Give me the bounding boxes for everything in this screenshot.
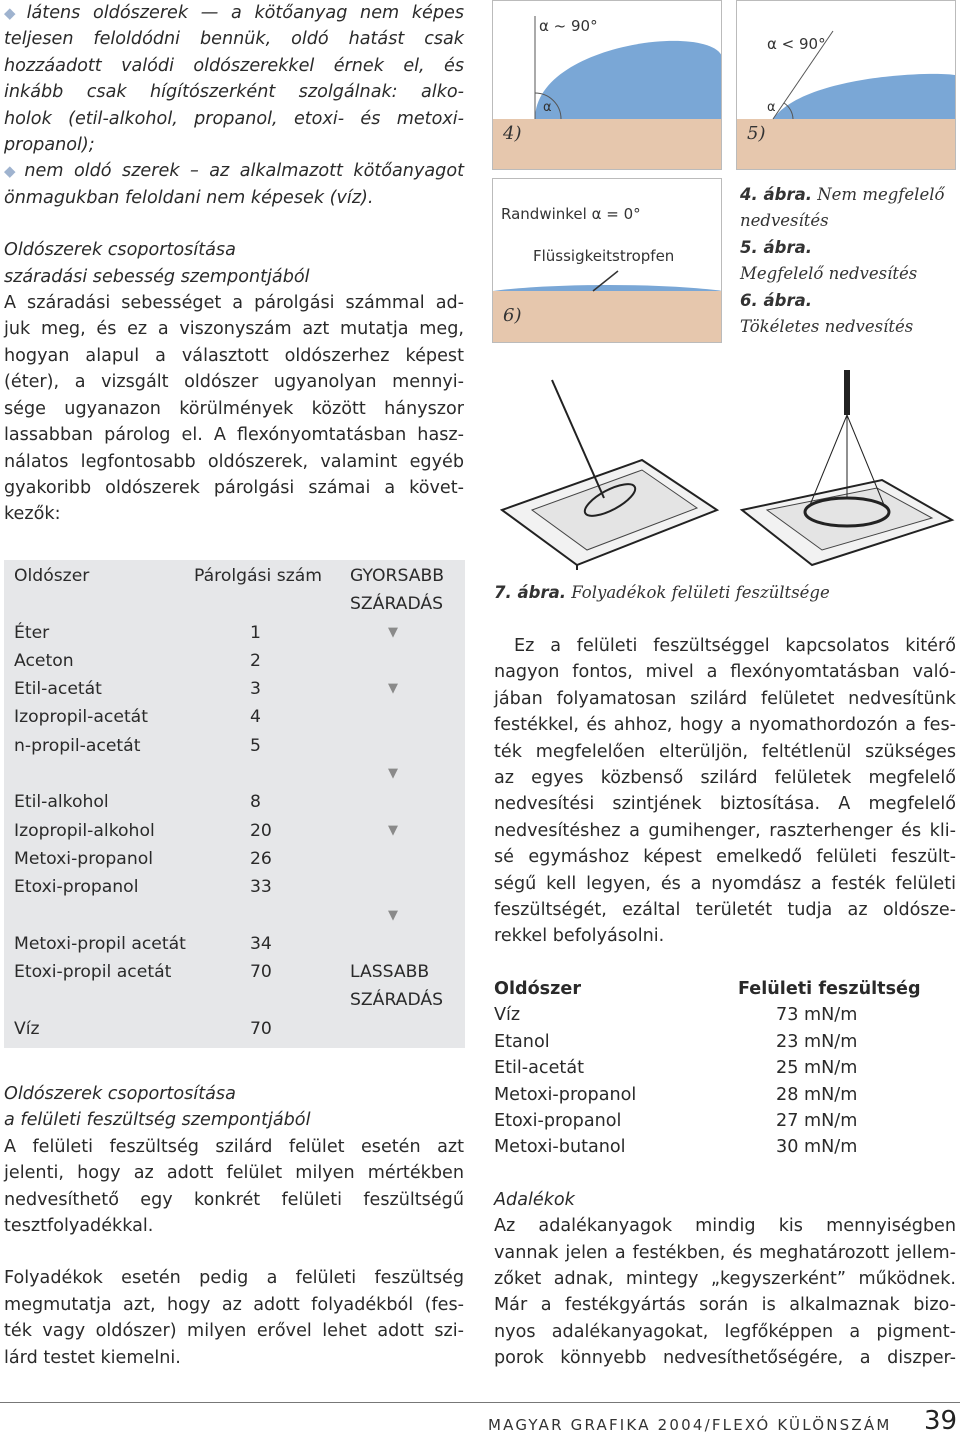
table-row — [14, 760, 459, 788]
wetting-paragraph: Ez a felületi feszültséggel kapcsolatos kitérő nagyon fontos, mivel a flexónyomtatásban való- jában folyamatosan szilárd felületet nedvesítünk festékkel, és ahhoz, hogy a nyomathordozón a fes- ték megfelelően elterüljön, feltétlenül szükséges az egyes közbenső szilárd felületek megfelelő nedvesítési szintjének biztosítása. A megfelelő nedvesítéshez a gumihenger, raszterhenger és kli- sé egymáshoz képest emelkedő felületi feszült- ségű kell legyen, és a nyomdász a festék felületi feszültségét, ezáltal területét tudja az oldósze- rekkel befolyásolni. — [494, 636, 956, 947]
slower-label: LASSABB — [350, 962, 430, 983]
cell-evap-number — [250, 986, 350, 1014]
figure-4-6-captions — [740, 182, 955, 340]
cell-solvent: Etoxi-propanol — [14, 877, 139, 898]
cell-evap-number: 1 — [250, 622, 261, 643]
header-evap-number: Párolgási szám — [194, 566, 322, 586]
figure-4-alpha: α — [543, 100, 552, 115]
cell-tension: 27 mN/m — [776, 1110, 858, 1131]
cell-solvent: Metoxi-butanol — [494, 1137, 626, 1158]
down-arrow-icon: ▼ — [388, 766, 398, 782]
cell-solvent: Éter — [14, 622, 50, 643]
figure-7-left-rod — [552, 380, 604, 498]
cell-solvent — [14, 760, 250, 788]
section-heading-surface: Oldószerek csoportosítása a felületi feszültség szempontjából — [4, 1084, 311, 1131]
table-row — [494, 1082, 956, 1108]
table-row — [494, 1029, 956, 1055]
down-arrow-icon: ▼ — [388, 907, 398, 923]
cell-solvent: Metoxi-propanol — [494, 1084, 637, 1105]
table-row — [14, 703, 459, 731]
surface-paragraph-2: Folyadékok esetén pedig a felületi feszültség megmutatja azt, hogy az adott folyadékból (fes- ték vagy oldószer) milyen erővel lehet adott szi- lárd testet kiemelni. — [4, 1268, 464, 1368]
cell-solvent: Metoxi-propanol — [14, 848, 154, 869]
surface-tension-table — [494, 976, 956, 1161]
figure-4-angle-label: α ~ 90° — [539, 17, 598, 35]
caption-line: 5. ábra. — [740, 237, 812, 257]
table-row — [494, 1108, 956, 1134]
cell-evap-number: 4 — [250, 707, 261, 728]
figure-6-droplet-label: Flüssigkeitstropfen — [533, 247, 675, 265]
figure-7-illustration — [492, 370, 958, 570]
cell-evap-number: 20 — [250, 820, 272, 841]
cell-evap-number: 70 — [250, 1018, 272, 1039]
table-row — [14, 873, 459, 901]
table-row — [14, 675, 459, 703]
figure-6-illustration — [493, 179, 722, 343]
caption-line: nedvesítés — [740, 211, 829, 231]
figure-6-film — [493, 285, 722, 291]
down-arrow-icon: ▼ — [388, 681, 398, 697]
cell-evap-number — [250, 902, 350, 930]
table-row — [14, 845, 459, 873]
table-header — [14, 562, 459, 590]
header-solvent: Oldószer — [14, 566, 90, 586]
evap-rows — [14, 619, 459, 1043]
diamond-bullet-icon: ◆ — [4, 4, 23, 22]
figure-5-droplet — [773, 74, 956, 119]
caption-line: 6. ábra. — [740, 290, 812, 310]
cell-evap-number: 26 — [250, 848, 272, 869]
header-faster: GYORSABB — [350, 566, 445, 586]
figure-4-number: 4) — [503, 123, 522, 144]
cell-solvent: Izopropil-alkohol — [14, 820, 155, 841]
drying-paragraph: A száradási sebességet a párolgási számmal ad- juk meg, és ez a viszonyszám azt mutatja meg, hogyan alapul a választott oldószerhez képest (éter), a vizsgált oldószer ugyanolyan mennyi- sége ugyanazon körülmények között hányszor lassabban párolog el. A flexónyomtatásban hasz- nálatos legfontosabb oldószerek, valamint egyéb gyakoribb oldószerek párolgási számai a követ- kezők: — [4, 293, 464, 525]
section-heading-drying: Oldószerek csoportosítása száradási sebesség szempontjából — [4, 240, 310, 287]
figure-4-substrate — [493, 119, 722, 170]
table-row — [14, 788, 459, 816]
cell-solvent: Etil-alkohol — [14, 792, 109, 813]
cell-evap-number: 70 — [250, 962, 272, 983]
footer-publication: MAGYAR GRAFIKA 2004/FLEXÓ KÜLÖNSZÁM — [488, 1416, 892, 1434]
page-number: 39 — [924, 1406, 958, 1436]
figure-5-angle-label: α < 90° — [767, 35, 826, 53]
figure-4-droplet — [535, 41, 722, 119]
tension-table-header: Oldószer Felületi feszültség — [494, 978, 921, 999]
figure-5-number: 5) — [747, 123, 766, 144]
left-column-bottom — [4, 1081, 464, 1371]
figure-6-angle-label: Randwinkel α = 0° — [501, 205, 641, 223]
cell-solvent — [14, 986, 250, 1014]
bullet-list — [4, 0, 464, 211]
cell-solvent: Aceton — [14, 650, 74, 671]
cell-tension: 25 mN/m — [776, 1058, 858, 1079]
table-row — [494, 1002, 956, 1028]
cell-solvent: Etoxi-propanol — [494, 1110, 622, 1131]
cell-tension: 30 mN/m — [776, 1137, 858, 1158]
caption-line: Tökéletes nedvesítés — [740, 317, 914, 337]
additives-section: Adalékok Az adalékanyagok mindig kis mennyiségben vannak jelen a festékben, és meghatározott jellem- zőket adnak, mintegy „kegyszerként” működnek. Már a festékgyártás során is alkalmaznak bizo- nyos adalékanyagokat, legfőképpen a pigment- porok könnyebb nedvesíthetőségére, a diszper- — [494, 1187, 956, 1372]
cell-tension: 23 mN/m — [776, 1031, 858, 1052]
caption-line: 4. ábra. Nem megfelelő — [740, 185, 945, 204]
down-arrow-icon: ▼ — [388, 624, 398, 640]
bullet-item-non-solvent: ◆ nem oldó szerek – az alkalmazott kötőanyagot önmagukban feloldani nem képesek (víz). — [4, 161, 464, 208]
table-row — [494, 1055, 956, 1081]
cell-solvent: Izopropil-acetát — [14, 707, 148, 728]
figure-7-caption: 7. ábra. Folyadékok felületi feszültsége — [494, 583, 830, 602]
figure-5-substrate — [737, 119, 956, 170]
figure-4-contact-angle-90 — [492, 0, 722, 170]
cell-evap-number: 33 — [250, 877, 272, 898]
table-row — [14, 1015, 459, 1043]
cell-solvent: Víz — [494, 1005, 521, 1026]
table-row — [14, 986, 459, 1014]
caption-line: Megfelelő nedvesítés — [740, 264, 918, 284]
additives-heading: Adalékok — [494, 1189, 575, 1210]
cell-solvent: Etoxi-propil acetát — [14, 962, 172, 983]
cell-solvent: Etil-acetát — [14, 679, 102, 700]
table-row — [14, 930, 459, 958]
figure-5-alpha: α — [767, 100, 776, 115]
cell-solvent: Víz — [14, 1018, 40, 1039]
cell-tension: 73 mN/m — [776, 1005, 858, 1026]
right-column — [494, 633, 956, 1372]
table-row — [494, 1134, 956, 1160]
figure-6-contact-angle-0 — [492, 178, 722, 343]
figure-6-number: 6) — [503, 305, 522, 326]
figure-5-illustration — [737, 1, 956, 170]
figure-7-surface-tension-setup — [492, 370, 958, 570]
table-row — [14, 902, 459, 930]
cell-evap-number — [250, 760, 350, 788]
figure-6-substrate — [493, 291, 722, 343]
evaporation-table — [4, 560, 465, 1048]
header-drying: SZÁRADÁS — [350, 594, 444, 615]
cell-solvent: n-propil-acetát — [14, 735, 141, 756]
table-row — [14, 732, 459, 760]
cell-tension: 28 mN/m — [776, 1084, 858, 1105]
slower-drying-label: SZÁRADÁS — [350, 990, 444, 1011]
cell-solvent: Metoxi-propil acetát — [14, 933, 186, 954]
figure-4-illustration — [493, 1, 722, 170]
bullet-item-latent: ◆ látens oldószerek — a kötőanyag nem képes teljesen feloldódni bennük, oldó hatást csak hozzáadott valódi oldószerekkel érnek el, és inkább csak hígítószerként szolgálnak: alko- holok (etil-alkohol, propanol, etoxi- és metoxi- propanol); — [4, 3, 464, 156]
table-row — [14, 817, 459, 845]
cell-solvent — [14, 902, 250, 930]
cell-evap-number: 2 — [250, 650, 261, 671]
diamond-bullet-icon: ◆ — [4, 162, 21, 181]
down-arrow-icon: ▼ — [388, 822, 398, 838]
table-row — [14, 647, 459, 675]
cell-evap-number: 5 — [250, 735, 261, 756]
figure-5-contact-angle-lt-90 — [736, 0, 956, 170]
cell-evap-number: 3 — [250, 679, 261, 700]
figure-7-balance-hook — [844, 370, 850, 415]
cell-solvent: Etanol — [494, 1031, 550, 1052]
cell-solvent: Etil-acetát — [494, 1058, 584, 1079]
surface-paragraph-1: A felületi feszültség szilárd felület esetén azt jelenti, hogy az adott felület milyen mértékben nedvesíthető egy konkrét felületi feszültségű tesztfolyadékkal. — [4, 1136, 464, 1237]
cell-evap-number: 34 — [250, 933, 272, 954]
cell-evap-number: 8 — [250, 792, 261, 813]
table-row — [14, 619, 459, 647]
footer-rule — [0, 1402, 960, 1403]
table-row — [14, 958, 459, 986]
left-column-top — [4, 0, 464, 528]
tension-rows — [494, 1002, 956, 1160]
